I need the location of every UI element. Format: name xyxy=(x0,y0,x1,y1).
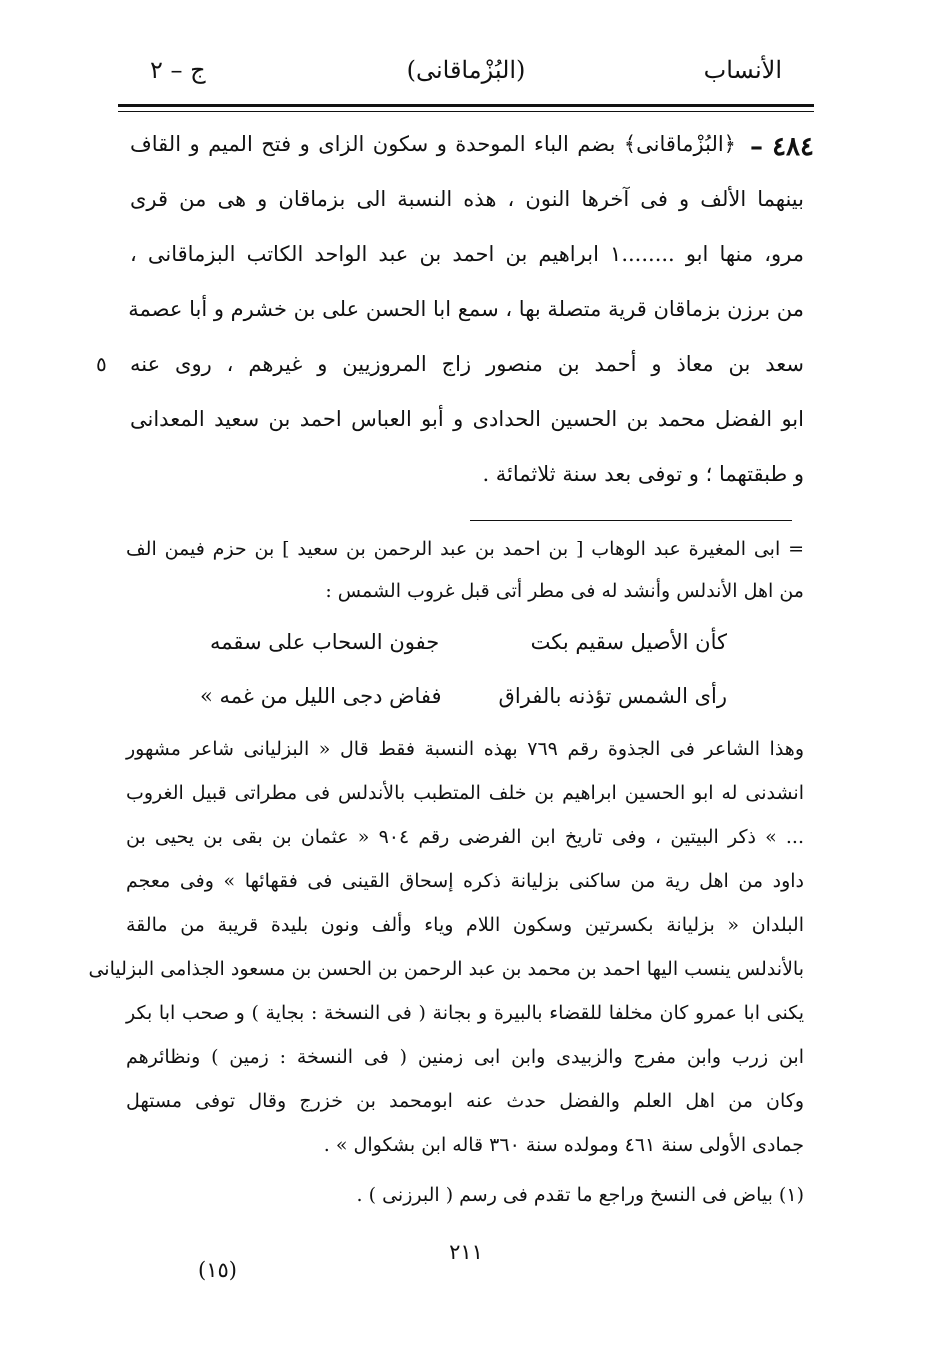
entry-line: بينهما الألف و فى آخرها النون ، هذه النسبة الى بزماقان و هى من قرى xyxy=(130,187,804,211)
footnote-line: البلدان « بزليانة بكسرتين وسكون اللام وياء وألف ونون بليدة قريبة من مالقة xyxy=(126,914,804,936)
verse-second-hemistich: ففاض دجى الليل من غمه » xyxy=(200,684,442,708)
footnote-separator xyxy=(470,520,792,521)
verse-first-hemistich: كأن الأصيل سقيم بكت xyxy=(530,630,727,654)
footnote-line: جمادى الأولى سنة ٤٦١ ومولده سنة ٣٦٠ قاله ابن بشكوال » . xyxy=(323,1134,804,1156)
entry-line: مرو، منها ابو ........١ ابراهيم بن احمد بن عبد الواحد الكاتب البزماقانى ، xyxy=(130,242,805,266)
entry-number: ٤٨٤ – xyxy=(750,132,814,162)
verse-second-hemistich: جفون السحاب على سقمه xyxy=(210,630,440,654)
entry-line: و طبقتهما ؛ و توفى بعد سنة ثلاثمائة . xyxy=(482,462,804,486)
footnote-1: (١) بياض فى النسخ وراجع ما تقدم فى رسم ( البرزنى ) . xyxy=(356,1184,804,1206)
footnote-line: انشدنى له ابو الحسين ابراهيم بن خلف المتطبب بالأندلس فى مطراتى قبيل الغروب xyxy=(126,782,804,804)
section-heading: (البُزْماقانى) xyxy=(406,56,526,84)
header-rule-thin xyxy=(118,111,814,112)
footnote-line: من اهل الأندلس وأنشد له فى مطر أتى قبل غروب الشمس : xyxy=(325,580,804,602)
footnote-line: ... » ذكر البيتين ، وفى تاريخ ابن الفرضى رقم ٩٠٤ « عثمان بن بقى بن يحيى بن xyxy=(126,826,804,848)
entry-line: ابو الفضل محمد بن الحسين الحدادى و أبو العباس احمد بن سعيد المعدانى xyxy=(130,407,804,431)
page-number: ٢١١ xyxy=(449,1240,483,1264)
footnote-line: وهذا الشاعر فى الجذوة رقم ٧٦٩ بهذه النسبة فقط قال « البزليانى شاعر مشهور xyxy=(126,738,805,760)
entry-line: سعد بن معاذ و أحمد بن منصور زاج المروزيين و غيرهم ، روى عنه xyxy=(130,352,804,376)
running-title: الأنساب xyxy=(703,56,782,84)
footnote-line: وكان من اهل العلم والفضل حدث عنه ابومحمد بن خزرج وقال توفى مستهل xyxy=(126,1090,804,1112)
header-rule-thick xyxy=(118,104,814,107)
footnote-line: يكنى ابا عمرو كان مخلفا للقضاء بالبيرة و بجانة ( فى النسخة : بجاية ) و صحب ابا بكر xyxy=(126,1002,804,1024)
footnote-line: ابن زرب وابن مفرج والزبيدى وابن ابى زمنين ( فى النسخة : زمين ) ونظائرهم xyxy=(126,1046,804,1068)
footnote-line: = ابى المغيرة عبد الوهاب [ بن احمد بن عبد الرحمن بن سعيد ] بن حزم فيمن الف xyxy=(126,538,804,560)
verse-first-hemistich: رأى الشمس تؤذنه بالفراق xyxy=(498,684,727,708)
entry-line: ﴿البُزْماقانى﴾ بضم الباء الموحدة و سكون الزاى و فتح الميم و القاف xyxy=(130,132,736,156)
margin-line-number: ٥ xyxy=(96,352,107,376)
footnote-line: بالأندلس ينسب اليها احمد بن محمد بن عبد الرحمن بن الحسن بن مسعود الجذامى البزليانى xyxy=(88,958,804,980)
entry-line: من برزن بزماقان قرية متصلة بها ، سمع ابا الحسن على بن خشرم و أبا عصمة xyxy=(128,297,804,321)
footnote-line: داود من اهل رية من ساكنى بزليانة ذكره إسحاق القينى فى فقهائها » وفى معجم xyxy=(126,870,804,892)
volume-label: ج – ٢ xyxy=(150,56,206,84)
signature-mark: (١٥) xyxy=(198,1258,237,1282)
